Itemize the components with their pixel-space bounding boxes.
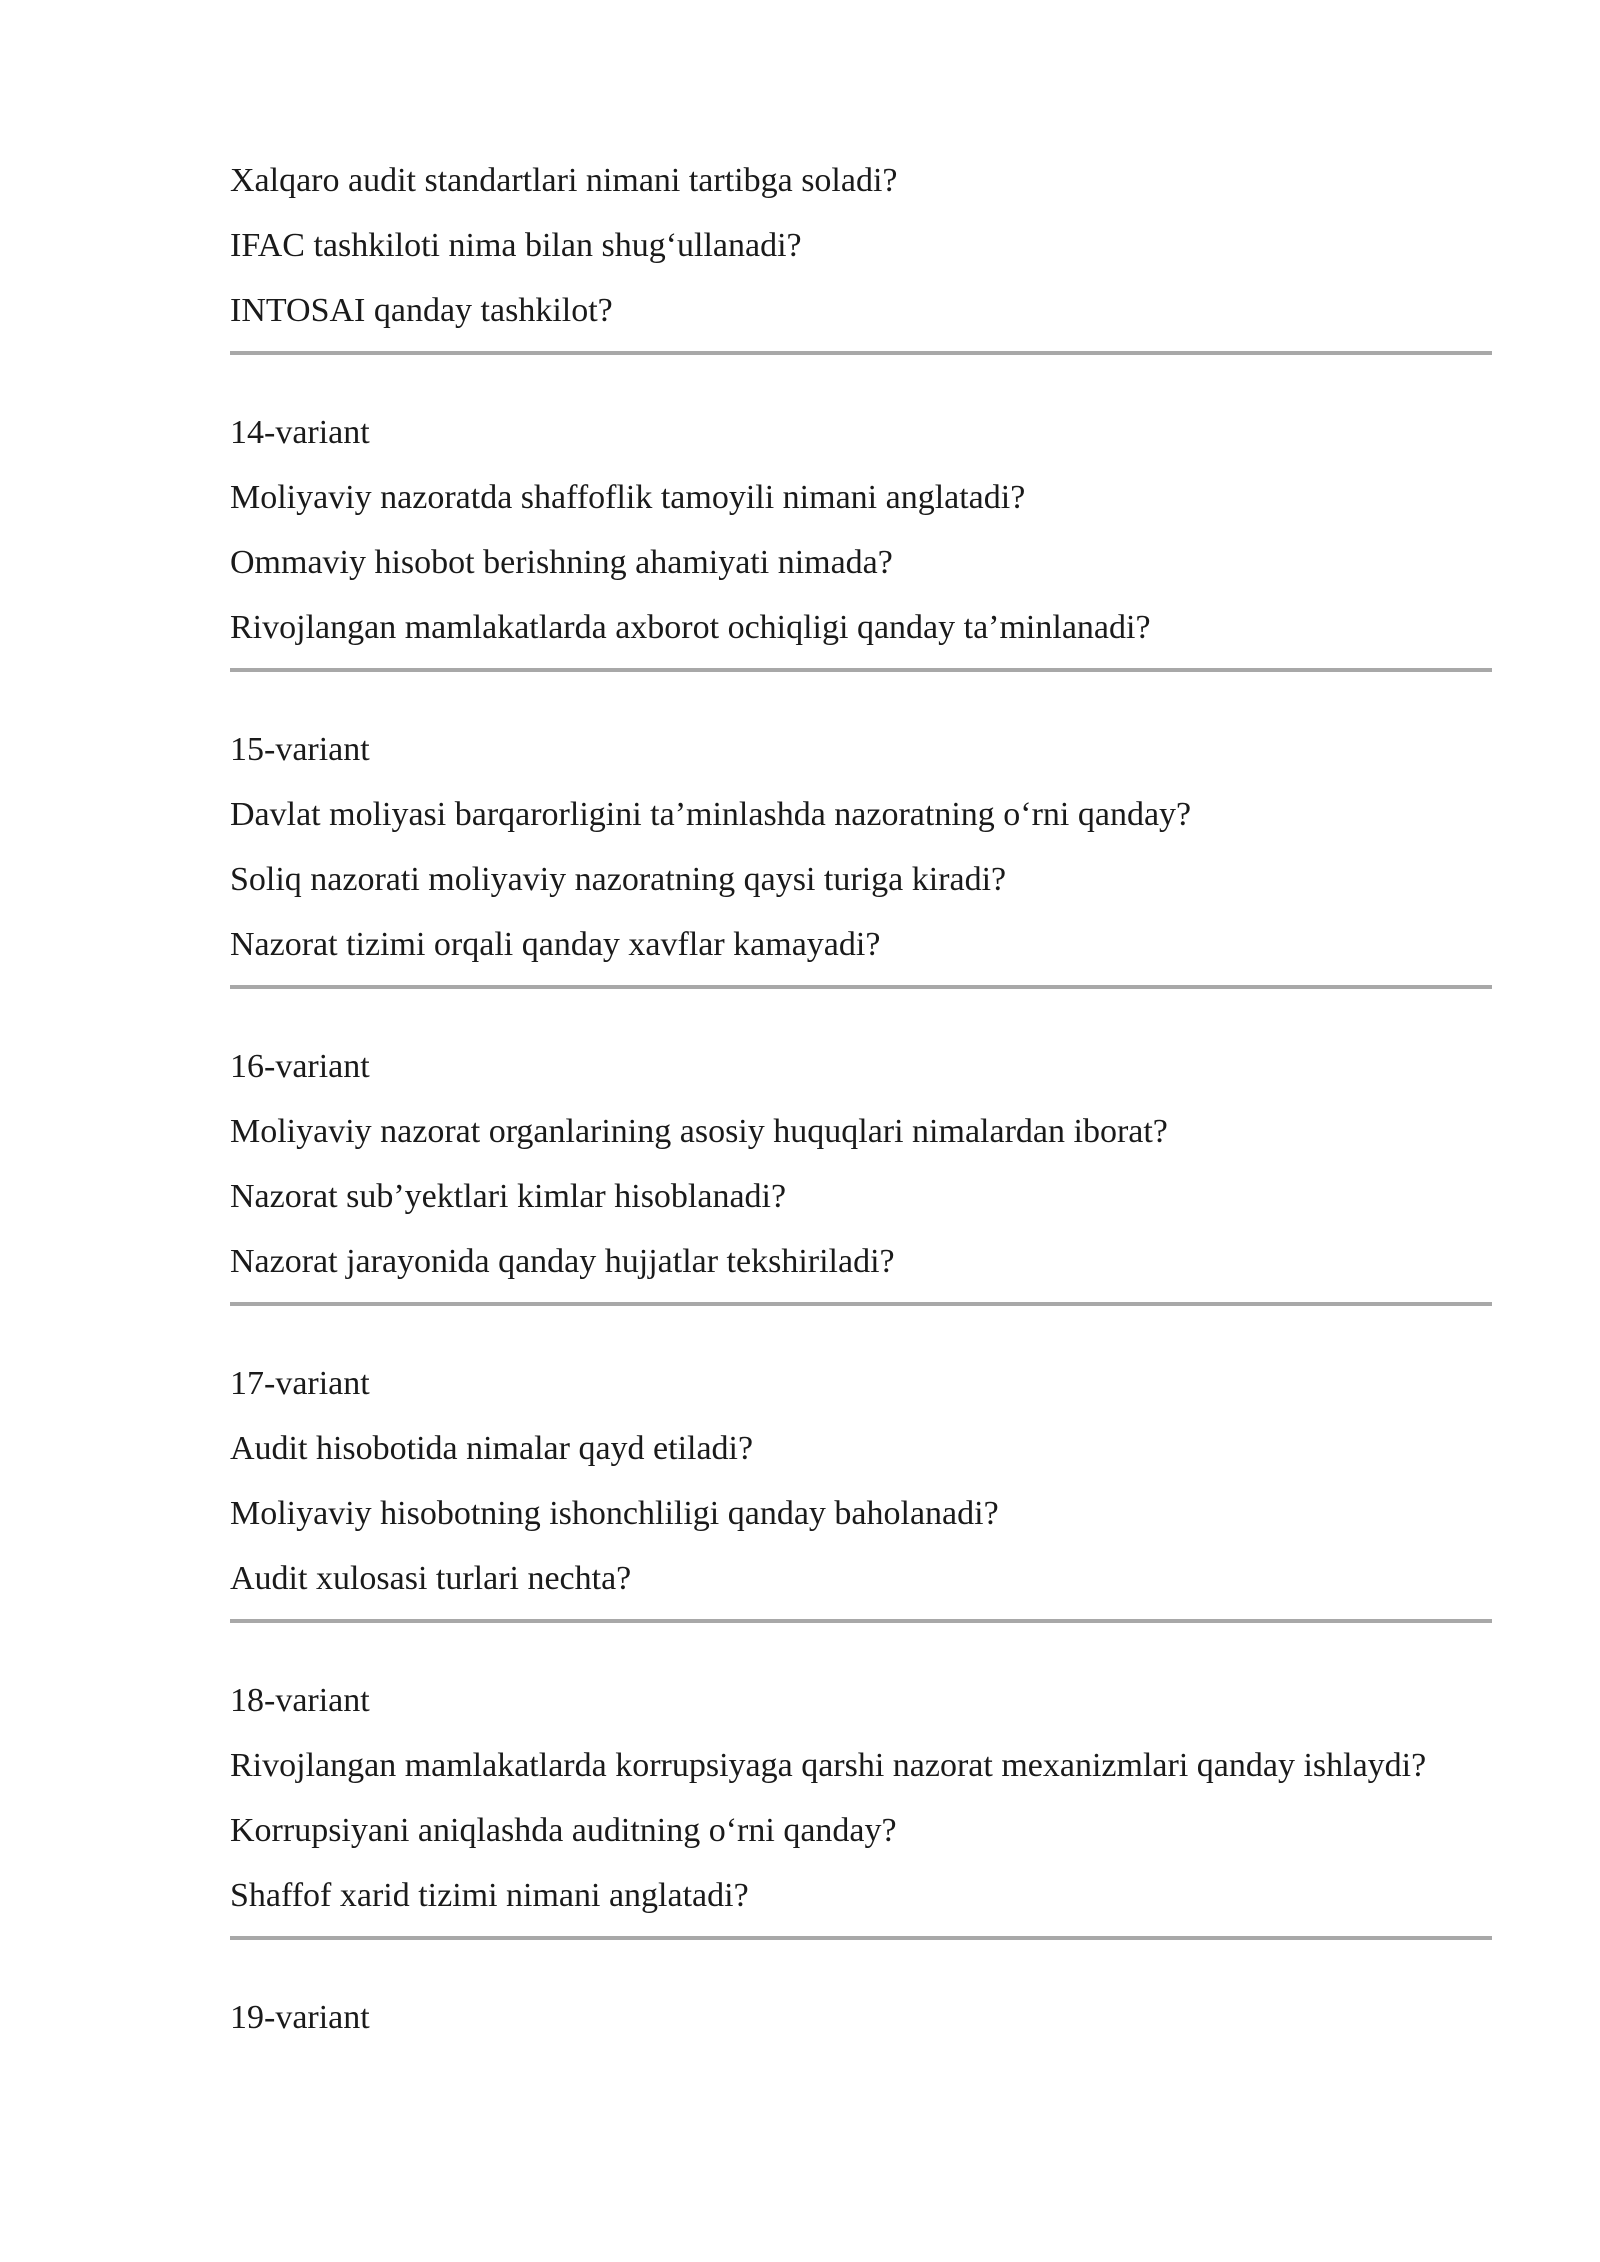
question-text: Ommaviy hisobot berishning ahamiyati nimada? xyxy=(230,544,893,581)
question-text: Nazorat tizimi orqali qanday xavflar kamayadi? xyxy=(230,926,881,963)
question-text: Xalqaro audit standartlari nimani tartibga soladi? xyxy=(230,162,898,199)
section-divider xyxy=(230,1936,1492,1940)
question-text: Rivojlangan mamlakatlarda axborot ochiqligi qanday ta’minlanadi? xyxy=(230,609,1151,646)
section-divider xyxy=(230,668,1492,672)
variant-18-section xyxy=(230,1668,1492,1928)
question-text: Moliyaviy hisobotning ishonchliligi qanday baholanadi? xyxy=(230,1495,999,1532)
variant-14-section xyxy=(230,400,1492,660)
question-text: Rivojlangan mamlakatlarda korrupsiyaga qarshi nazorat mexanizmlari qanday ishlaydi? xyxy=(230,1747,1427,1784)
question-text: Shaffof xarid tizimi nimani anglatadi? xyxy=(230,1877,749,1914)
section-divider xyxy=(230,351,1492,355)
question-text: Audit xulosasi turlari nechta? xyxy=(230,1560,632,1597)
section-divider xyxy=(230,1619,1492,1623)
section-divider xyxy=(230,985,1492,989)
variant-title: 16-variant xyxy=(230,1048,370,1085)
question-text: Soliq nazorati moliyaviy nazoratning qaysi turiga kiradi? xyxy=(230,861,1007,898)
document-page xyxy=(230,148,1492,2050)
question-text: INTOSAI qanday tashkilot? xyxy=(230,292,613,329)
variant-title: 18-variant xyxy=(230,1682,370,1719)
question-text: Korrupsiyani aniqlashda auditning o‘rni qanday? xyxy=(230,1812,897,1849)
variant-title: 19-variant xyxy=(230,1999,370,2036)
intro-section xyxy=(230,148,1492,343)
question-text: Audit hisobotida nimalar qayd etiladi? xyxy=(230,1430,754,1467)
question-text: Davlat moliyasi barqarorligini ta’minlashda nazoratning o‘rni qanday? xyxy=(230,796,1192,833)
variant-title: 15-variant xyxy=(230,731,370,768)
question-text: Nazorat jarayonida qanday hujjatlar tekshiriladi? xyxy=(230,1243,895,1280)
variant-19-section xyxy=(230,1985,1492,2050)
variant-title: 14-variant xyxy=(230,414,370,451)
question-text: IFAC tashkiloti nima bilan shug‘ullanadi? xyxy=(230,227,802,264)
variant-16-section xyxy=(230,1034,1492,1294)
question-text: Moliyaviy nazorat organlarining asosiy huquqlari nimalardan iborat? xyxy=(230,1113,1168,1150)
variant-15-section xyxy=(230,717,1492,977)
section-divider xyxy=(230,1302,1492,1306)
question-text: Moliyaviy nazoratda shaffoflik tamoyili nimani anglatadi? xyxy=(230,479,1026,516)
variant-17-section xyxy=(230,1351,1492,1611)
question-text: Nazorat sub’yektlari kimlar hisoblanadi? xyxy=(230,1178,787,1215)
variant-title: 17-variant xyxy=(230,1365,370,1402)
